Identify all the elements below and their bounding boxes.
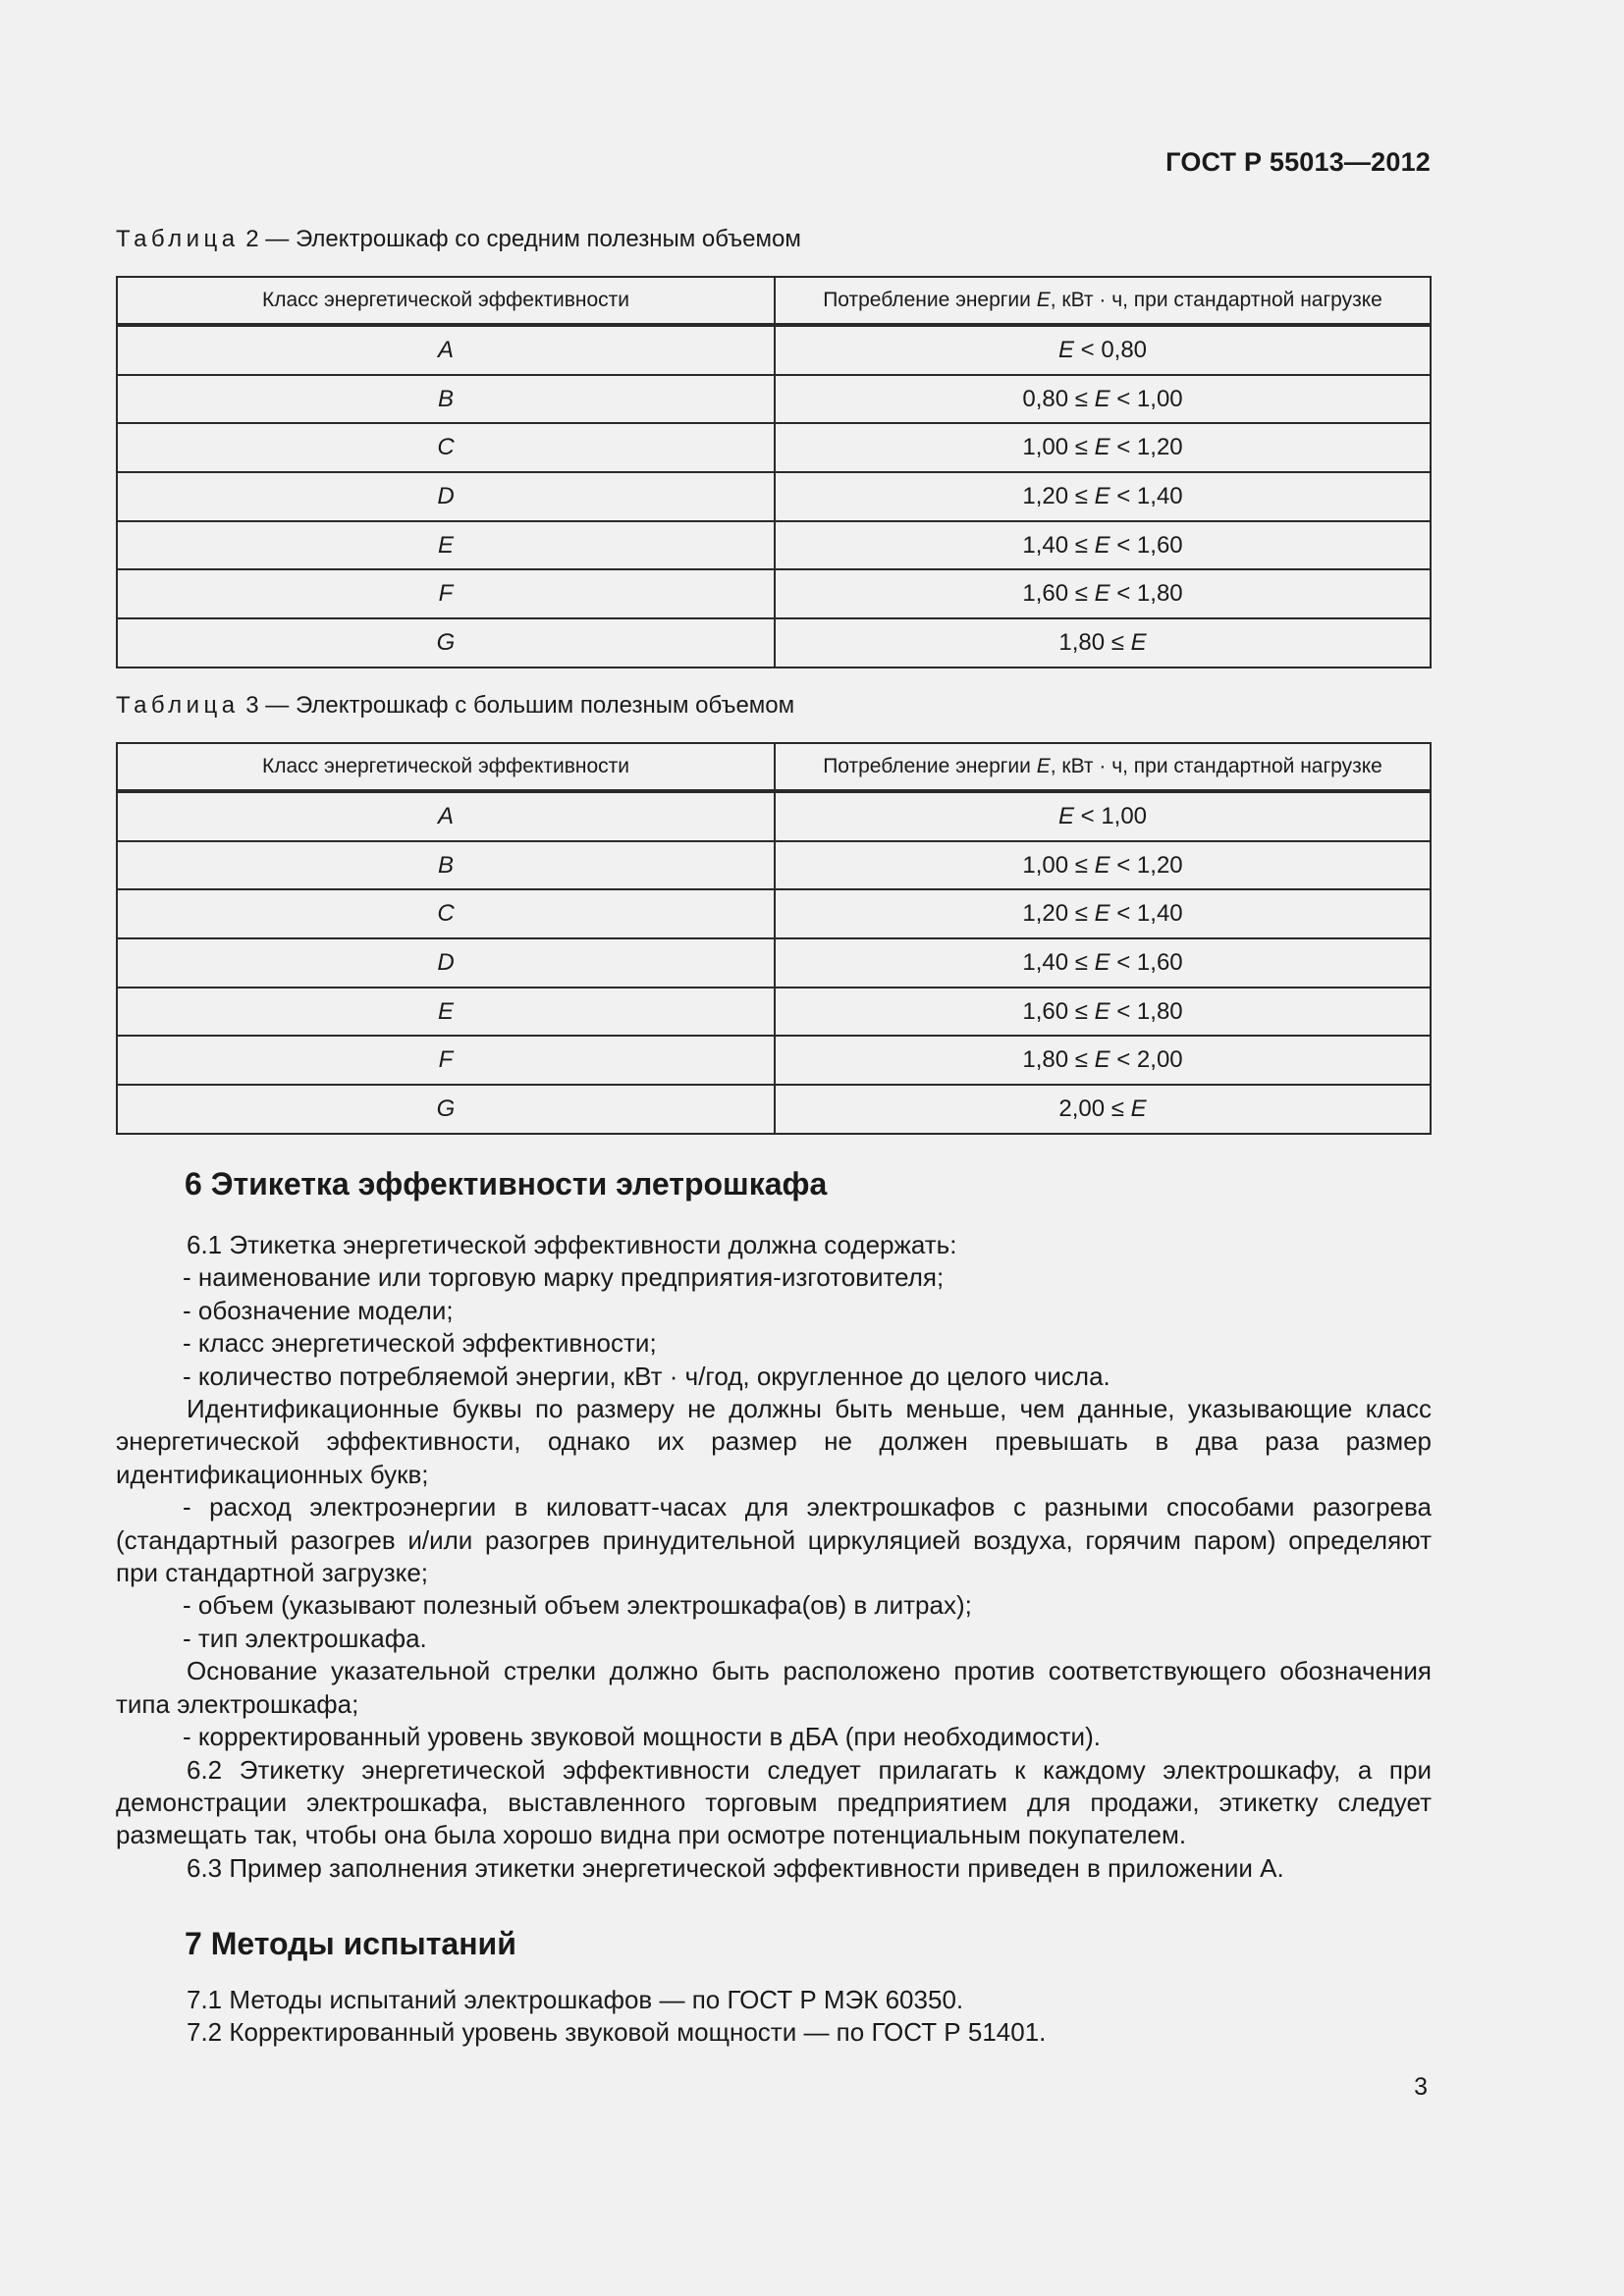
- energy-class-cell: C: [117, 423, 775, 472]
- energy-class-cell: D: [117, 472, 775, 521]
- paragraph: 7.2 Корректированный уровень звуковой мощности — по ГОСТ Р 51401.: [187, 2017, 1047, 2048]
- energy-range-cell: 1,80 ≤ E: [775, 618, 1431, 667]
- energy-range-cell: 1,80 ≤ E < 2,00: [775, 1036, 1431, 1085]
- table-row: [117, 569, 1431, 618]
- table-row: [117, 938, 1431, 988]
- section7-title: 7 Методы испытаний: [185, 1926, 516, 1961]
- paragraph: - расход электроэнергии в киловатт-часах для электрошкафов с разными способами разогрева (стандартный разогрев и/или разогрев принудительной циркуляцией воздуха, горячим паром) определяют при стандартной загрузке;: [116, 1492, 1432, 1588]
- table3-col2-header: Потребление энергии E, кВт · ч, при стандартной нагрузке: [775, 743, 1431, 791]
- table2-body: [117, 325, 1431, 667]
- energy-class-cell: A: [117, 791, 775, 841]
- energy-class-cell: C: [117, 889, 775, 938]
- table3-col1-header: Класс энергетической эффективности: [117, 743, 775, 791]
- paragraph: Основание указательной стрелки должно быть расположено против соответствующего обозначения типа электрошкафа;: [116, 1656, 1432, 1719]
- document-code: ГОСТ Р 55013—2012: [1165, 147, 1431, 177]
- energy-range-cell: 1,40 ≤ E < 1,60: [775, 938, 1431, 988]
- table2-col2-header: Потребление энергии E, кВт · ч, при стандартной нагрузке: [775, 277, 1431, 325]
- energy-range-cell: 1,00 ≤ E < 1,20: [775, 423, 1431, 472]
- energy-class-cell: B: [117, 841, 775, 890]
- energy-class-cell: B: [117, 375, 775, 424]
- energy-range-cell: E < 0,80: [775, 325, 1431, 375]
- table-row: [117, 472, 1431, 521]
- page-number: 3: [1414, 2073, 1428, 2101]
- paragraph: 6.2 Этикетку энергетической эффективности следует прилагать к каждому электрошкафу, а при демонстрации электрошкафа, выставленного торговым предприятием для продажи, этикетку следует размещать так, чтобы она была хорошо видна при осмотре потенциальным покупателем.: [116, 1754, 1432, 1850]
- table-row: [117, 618, 1431, 667]
- table-row: [117, 841, 1431, 890]
- table3-body: [117, 791, 1431, 1134]
- energy-class-cell: A: [117, 325, 775, 375]
- paragraph: - корректированный уровень звуковой мощности в дБА (при необходимости).: [183, 1722, 1101, 1752]
- energy-class-cell: F: [117, 1036, 775, 1085]
- table-row: [117, 889, 1431, 938]
- energy-class-cell: F: [117, 569, 775, 618]
- energy-range-cell: 1,60 ≤ E < 1,80: [775, 988, 1431, 1037]
- paragraph: - наименование или торговую марку предприятия-изготовителя;: [183, 1262, 945, 1293]
- section6-body: [116, 1229, 1432, 1885]
- section7-body: [116, 1984, 1432, 2050]
- table2-caption-label: Таблица: [116, 226, 240, 252]
- table-row: [117, 375, 1431, 424]
- table2-header-row: [117, 277, 1431, 325]
- paragraph: - класс энергетической эффективности;: [183, 1328, 657, 1359]
- paragraph: 6.3 Пример заполнения этикетки энергетической эффективности приведен в приложении А.: [187, 1852, 1284, 1883]
- energy-class-cell: E: [117, 988, 775, 1037]
- paragraph: Идентификационные буквы по размеру не должны быть меньше, чем данные, указывающие класс энергетической эффективности, однако их размер не должен превышать в два раза размер идентификационных букв;: [116, 1394, 1432, 1489]
- energy-range-cell: 1,40 ≤ E < 1,60: [775, 521, 1431, 570]
- paragraph: - объем (указывают полезный объем электрошкафа(ов) в литрах);: [183, 1590, 972, 1621]
- table3-caption: [116, 692, 794, 720]
- table-row: [117, 1085, 1431, 1134]
- paragraph: - обозначение модели;: [183, 1295, 454, 1325]
- table-row: [117, 423, 1431, 472]
- table3: [116, 742, 1432, 1135]
- table2-caption: [116, 226, 801, 253]
- energy-range-cell: 1,20 ≤ E < 1,40: [775, 889, 1431, 938]
- energy-class-cell: E: [117, 521, 775, 570]
- table2: [116, 276, 1432, 668]
- table3-caption-label: Таблица: [116, 692, 240, 719]
- table2-caption-text: 2 — Электрошкаф со средним полезным объемом: [245, 226, 801, 252]
- table-row: [117, 1036, 1431, 1085]
- energy-class-cell: G: [117, 1085, 775, 1134]
- paragraph: 7.1 Методы испытаний электрошкафов — по ГОСТ Р МЭК 60350.: [187, 1985, 964, 2014]
- section6-title: 6 Этикетка эффективности элетрошкафа: [185, 1166, 828, 1201]
- paragraph: - тип электрошкафа.: [183, 1623, 427, 1653]
- table-row: [117, 325, 1431, 375]
- energy-range-cell: 0,80 ≤ E < 1,00: [775, 375, 1431, 424]
- table2-col1-header: Класс энергетической эффективности: [117, 277, 775, 325]
- energy-class-cell: D: [117, 938, 775, 988]
- table3-caption-text: 3 — Электрошкаф с большим полезным объемом: [245, 692, 795, 719]
- energy-range-cell: 1,00 ≤ E < 1,20: [775, 841, 1431, 890]
- energy-range-cell: 1,60 ≤ E < 1,80: [775, 569, 1431, 618]
- paragraph: - количество потребляемой энергии, кВт · ч/год, округленное до целого числа.: [183, 1361, 1110, 1391]
- table-row: [117, 791, 1431, 841]
- table-row: [117, 988, 1431, 1037]
- table3-header-row: [117, 743, 1431, 791]
- table-row: [117, 521, 1431, 570]
- energy-class-cell: G: [117, 618, 775, 667]
- paragraph: 6.1 Этикетка энергетической эффективности должна содержать:: [187, 1230, 957, 1259]
- energy-range-cell: 1,20 ≤ E < 1,40: [775, 472, 1431, 521]
- energy-range-cell: E < 1,00: [775, 791, 1431, 841]
- energy-range-cell: 2,00 ≤ E: [775, 1085, 1431, 1134]
